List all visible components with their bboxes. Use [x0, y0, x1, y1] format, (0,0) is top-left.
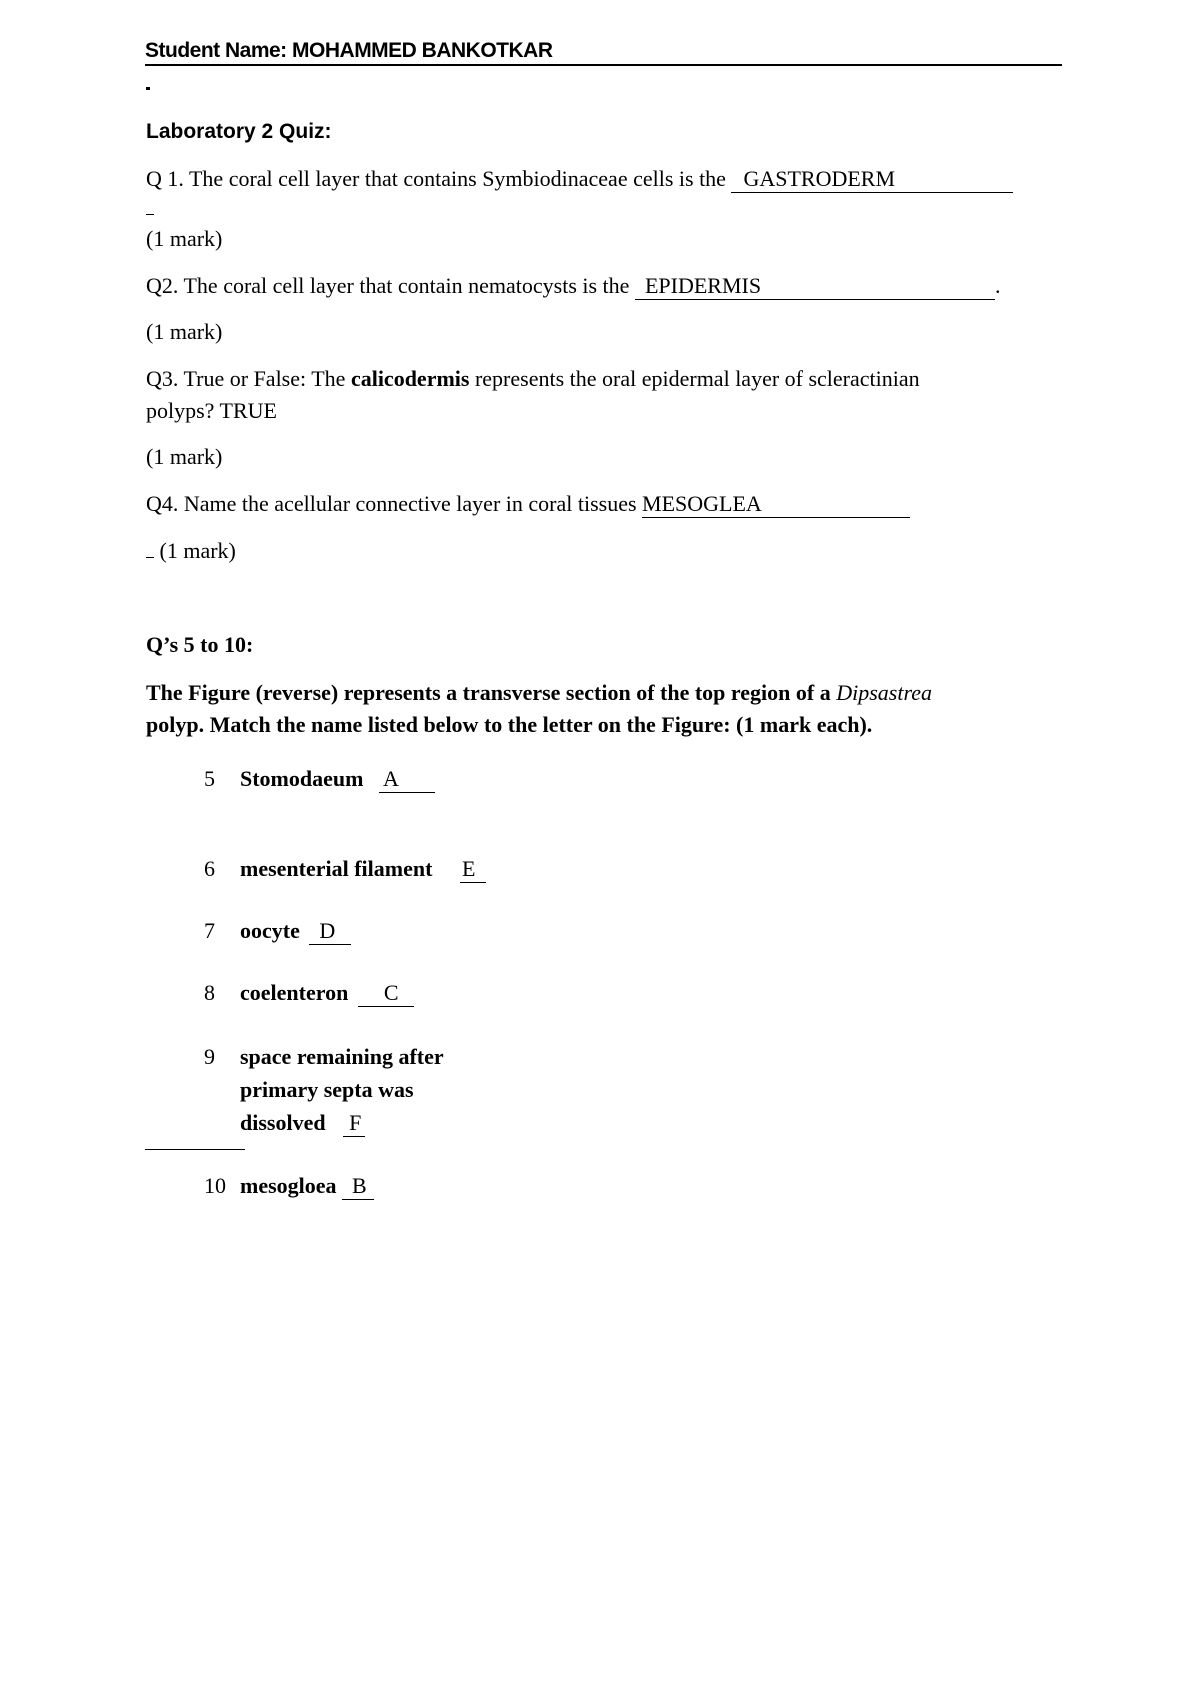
question-3-mark: (1 mark) — [146, 444, 223, 469]
question-2-text: Q2. The coral cell layer that contain nematocysts is the — [146, 273, 630, 298]
item-9-line-3 — [240, 1110, 365, 1137]
question-4 — [146, 491, 910, 518]
question-2-mark: (1 mark) — [146, 319, 223, 344]
item-10-number: 10 — [204, 1173, 226, 1198]
question-1 — [146, 166, 1013, 193]
item-5-answer-blank — [379, 766, 435, 793]
question-4-text: Q4. Name the acellular connective layer in coral tissues — [146, 491, 637, 516]
item-10-label: mesogloea — [240, 1173, 337, 1198]
item-7-number: 7 — [204, 918, 215, 943]
question-1-answer: GASTRODERM — [743, 166, 896, 191]
item-8 — [240, 980, 414, 1007]
item-8-answer: C — [383, 980, 399, 1005]
item-7-answer-blank — [309, 918, 351, 945]
question-4-mark-line — [146, 538, 236, 564]
item-6-answer: E — [461, 856, 476, 881]
student-name-value: MOHAMMED BANKOTKAR — [292, 39, 553, 62]
question-2-answer-blank — [635, 273, 995, 300]
item-9-continuation-rule — [145, 1149, 245, 1150]
question-1-text: Q 1. The coral cell layer that contains Symbiodinaceae cells is the — [146, 166, 726, 191]
item-9-label-line-1: space remaining after — [240, 1044, 444, 1069]
question-4-mark-rule — [146, 557, 154, 558]
item-10-answer-blank — [342, 1173, 374, 1200]
item-5-label: Stomodaeum — [240, 766, 364, 791]
question-4-mark: (1 mark) — [159, 538, 236, 563]
question-3-text-rest: represents the oral epidermal layer of scleractinian — [474, 366, 920, 391]
question-4-answer-blank — [642, 491, 910, 518]
question-3-line-1 — [146, 366, 920, 392]
question-1-answer-blank — [731, 166, 1013, 193]
item-7-label: oocyte — [240, 918, 300, 943]
question-4-answer: MESOGLEA — [642, 491, 762, 516]
item-9-label-line-3: dissolved — [240, 1110, 326, 1135]
item-9-label-line-2: primary septa was — [240, 1077, 414, 1102]
question-3-text: Q3. True or False: The — [146, 366, 346, 391]
item-6-number: 6 — [204, 856, 215, 881]
section-intro-line-1 — [146, 680, 932, 706]
item-6-answer-blank — [460, 856, 486, 883]
item-8-number: 8 — [204, 980, 215, 1005]
question-2-answer: EPIDERMIS — [644, 273, 762, 298]
item-5 — [240, 766, 435, 793]
item-10-answer: B — [352, 1173, 367, 1198]
item-8-label: coelenteron — [240, 980, 349, 1005]
question-2-period: . — [994, 273, 1001, 298]
quiz-title: Laboratory 2 Quiz: — [146, 120, 332, 143]
item-6-label: mesenterial filament — [240, 856, 433, 881]
section-intro-text: The Figure (reverse) represents a transverse section of the top region of a — [146, 680, 831, 705]
item-9-answer: F — [349, 1110, 362, 1135]
item-8-answer-blank — [358, 980, 414, 1007]
item-9-number: 9 — [204, 1044, 215, 1069]
item-7-answer: D — [319, 918, 336, 943]
student-name-label: Student Name: — [145, 39, 287, 62]
item-7 — [240, 918, 351, 945]
section-intro-genus: Dipsastrea — [836, 680, 932, 705]
question-3-line-2: polyps? TRUE — [146, 398, 277, 423]
question-3-term: calicodermis — [350, 366, 470, 391]
stray-mark-icon — [146, 86, 151, 91]
item-10 — [240, 1173, 374, 1200]
item-5-number: 5 — [204, 766, 215, 791]
question-1-continuation-rule — [146, 214, 154, 215]
question-2 — [146, 273, 1000, 300]
item-6 — [240, 856, 486, 883]
section-heading: Q’s 5 to 10: — [146, 632, 254, 657]
item-9-answer-blank — [343, 1110, 365, 1137]
student-name-line — [145, 39, 553, 63]
section-intro-line-2: polyp. Match the name listed below to the letter on the Figure: (1 mark each). — [146, 712, 873, 737]
item-5-answer: A — [382, 766, 399, 791]
question-1-mark: (1 mark) — [146, 226, 223, 251]
